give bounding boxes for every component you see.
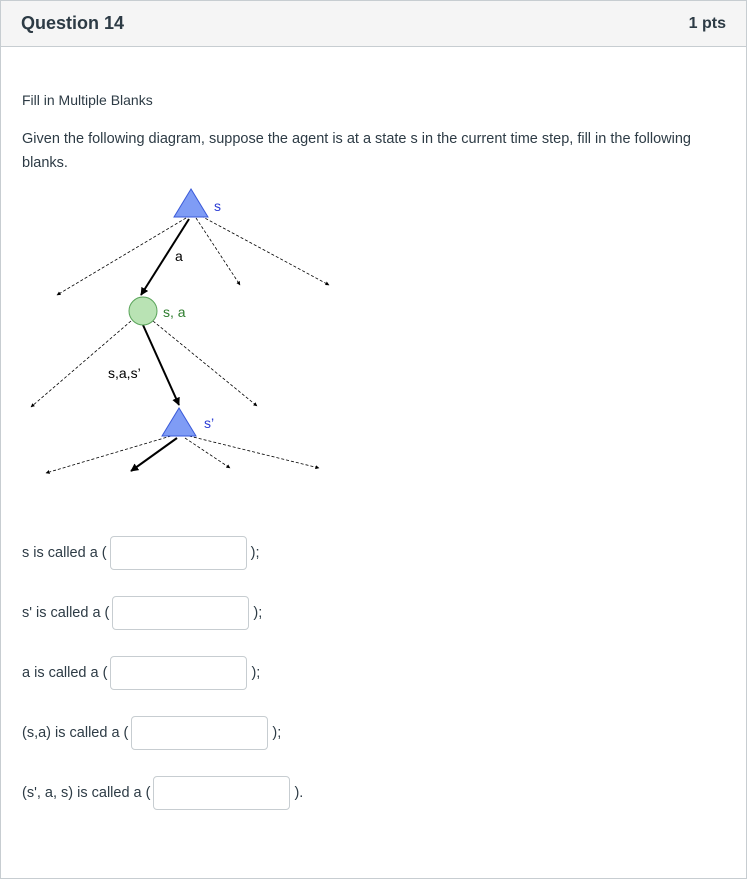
blank-3-prefix: a is called a (: [22, 665, 108, 681]
blank-row-2: [22, 594, 262, 632]
expectimax-diagram: [1, 181, 401, 491]
transition-label: s,a,s’: [108, 365, 141, 381]
dashed-edge: [189, 436, 319, 468]
blank-row-1: [22, 534, 259, 572]
dashed-edge: [57, 218, 186, 295]
blank-5-prefix: (s', a, s) is called a (: [22, 785, 151, 801]
blank-1-input[interactable]: [110, 536, 247, 570]
question-header: [1, 1, 746, 47]
blank-1-suffix: );: [250, 545, 260, 561]
blank-5-input[interactable]: [153, 776, 290, 810]
transition-edge: [143, 325, 179, 405]
blank-row-3: [22, 654, 260, 692]
next-action-edge: [131, 438, 177, 471]
question-prompt: Given the following diagram, suppose the agent is at a state s in the current time step, fill in the following blanks.: [22, 131, 691, 171]
dashed-edge: [201, 216, 329, 285]
question-title: Question 14: [21, 13, 125, 33]
qstate-label: s, a: [163, 304, 186, 320]
blank-5-suffix: ).: [294, 785, 304, 801]
question-type: Fill in Multiple Blanks: [22, 92, 153, 108]
action-label: a: [175, 248, 183, 264]
state-triangle: [174, 189, 208, 217]
qstate-circle: [129, 297, 157, 325]
state-label: s: [214, 198, 221, 214]
blank-row-4: [22, 714, 281, 752]
question-points: 1 pts: [688, 15, 726, 32]
blank-3-input[interactable]: [110, 656, 247, 690]
dashed-edge: [46, 436, 171, 473]
next-state-triangle: [162, 408, 196, 436]
blank-2-prefix: s' is called a (: [22, 605, 110, 621]
dashed-edge: [185, 438, 230, 468]
blank-1-prefix: s is called a (: [22, 545, 107, 561]
blank-2-input[interactable]: [112, 596, 249, 630]
blank-4-input[interactable]: [131, 716, 268, 750]
blank-3-suffix: );: [251, 665, 261, 681]
dashed-edge: [196, 218, 240, 285]
blank-4-prefix: (s,a) is called a (: [22, 725, 129, 741]
next-state-label: s’: [204, 415, 215, 431]
blank-row-5: [22, 774, 303, 812]
dashed-edge: [153, 321, 257, 406]
dashed-edge: [31, 321, 131, 407]
blank-4-suffix: );: [272, 725, 282, 741]
blank-2-suffix: );: [253, 605, 263, 621]
